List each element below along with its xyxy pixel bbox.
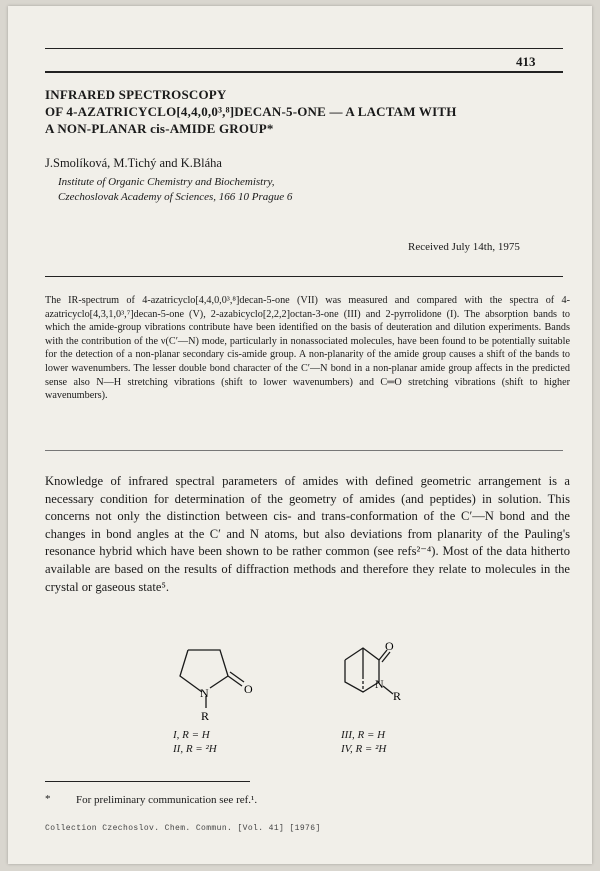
atom-r-label: R [201,709,210,721]
structure-left-labels [173,728,217,756]
label-compound-ii: II, R = ²H [173,743,217,755]
structure-pyrrolidone [158,636,278,721]
body-paragraph: Knowledge of infrared spectral parameters of amides with defined geometric arrangement is a necessary condition for determination of the geometry of amides (and peptides) in solution. This concerns not only the distinction between cis- and trans-conformation of the C′—N bond and the changes in bond angles at the C′ and N atoms, but also deviations from planarity of the Pauling's resonance hybrid which have been shown to be rather common (see refs²⁻⁴). Most of the data hitherto available are based on the results of diffraction methods and therefore they relate to molecules in the crystal or gaseous state⁵. [45,474,570,594]
top-thin-rule [45,48,563,49]
authors: J.Smolíková, M.Tichý and K.Bláha [45,156,222,170]
label-compound-iii: III, R = H [341,729,386,741]
journal-footer: Collection Czechoslov. Chem. Commun. [Vol. 41] [1976] [45,824,321,833]
footnote-marker: * [45,793,51,805]
bicyclic-frame [345,648,379,692]
abstract-bottom-rule [45,450,563,451]
carbonyl-bond-1 [228,676,242,686]
ring-bond-left [180,650,202,692]
footnote-text: For preliminary communication see ref.¹. [76,794,258,806]
affiliation-line-2: Czechoslovak Academy of Sciences, 166 10 Prague 6 [58,191,293,203]
ring-bond-n [210,676,228,688]
journal-page [8,6,592,864]
atom-n-label: N [375,677,384,691]
article-title [45,86,565,137]
structure-azabicyclooctanone [323,636,433,716]
abstract: The IR-spectrum of 4-azatricyclo[4,4,0,0³,⁸]decan-5-one (VII) was measured and compared with the spectra of 4-azatricyclo[4,3,1,0³,⁷]decan-5-one (V), 2-azabicyclo[2,2,2]octan-3-one (III) and 2-pyrrolidone (I). The absorption bands to which the amide-group vibrations contribute have been identified on the basis of deuteration and dilution experiments. Bands with the contribution of the ν(C′—N) mode, particularly in nonassociated molecules, have been found to be potentially suitable for the detection of a non-planar secondary cis-amide group. A non-planarity of the amide group causes a shift of the bands to lower wavenumbers. The lesser double bond character of the C′—N bond in a non-planar amide group affects in the predicted sense also N—H stretching vibrations (shift to lower wavenumbers) and C═O stretching vibrations (shift to higher wavenumbers). [45,295,570,402]
affiliation-line-1: Institute of Organic Chemistry and Biochemistry, [58,176,275,188]
received-date: Received July 14th, 1975 [408,241,520,253]
title-line-1: INFRARED SPECTROSCOPY [45,87,227,102]
label-compound-iv: IV, R = ²H [341,743,387,755]
atom-o-label: O [385,639,394,653]
atom-n-label: N [200,686,209,700]
abstract-top-rule [45,276,563,277]
carbonyl-bond-2 [230,672,244,682]
label-compound-i: I, R = H [173,729,210,741]
title-line-3: A NON-PLANAR cis-AMIDE GROUP* [45,121,274,136]
ring-bond-top [188,650,228,676]
atom-o-label: O [244,682,253,696]
carbonyl-bond-2 [382,652,390,662]
affiliation [58,175,292,205]
header-rule [45,71,563,73]
title-line-2: OF 4-AZATRICYCLO[4,4,0,0³,⁸]DECAN-5-ONE — A LACTAM WITH [45,104,457,119]
n-r-bond [383,686,393,694]
structure-right-labels [341,728,386,756]
page-number: 413 [516,54,536,69]
atom-r-label: R [393,689,402,703]
footnote-rule [45,781,250,782]
